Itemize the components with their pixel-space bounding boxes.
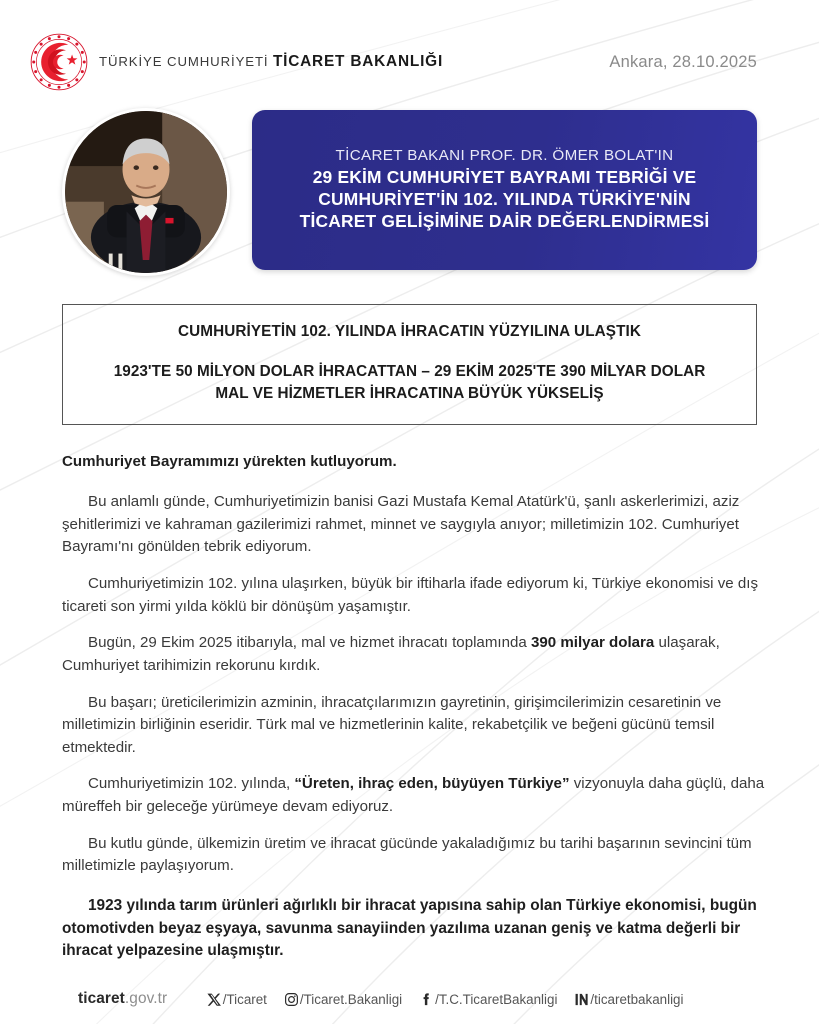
instagram-icon	[284, 992, 299, 1007]
social-link-x[interactable]	[207, 992, 267, 1007]
headline-sub	[85, 361, 734, 404]
brand-ministry-label: TİCARET BAKANLIĞI	[272, 53, 444, 71]
hero-section	[0, 96, 819, 282]
social-handle-linkedin: /ticaretbakanligi	[590, 991, 684, 1007]
title-banner	[252, 110, 757, 270]
minister-portrait-avatar	[62, 108, 230, 276]
p4-text-b: ulaşarak, Cumhuriyet tarihimizin rekorunu kırdık.	[62, 634, 720, 674]
body-copy	[62, 451, 765, 963]
social-link-facebook[interactable]	[419, 992, 557, 1007]
website-url-strong: ticaret	[78, 990, 125, 1007]
page-footer	[0, 990, 819, 1008]
headline-box	[62, 304, 757, 425]
paragraph-greeting: Cumhuriyet Bayramımızı yürekten kutluyorum.	[62, 453, 397, 471]
paragraph-celebration: Bu kutlu günde, ülkemizin üretim ve ihracat gücünde yakaladığımız bu tarihi başarının sevincini tüm milletimizle paylaşıyorum.	[62, 834, 752, 875]
paragraph-ataturk-tribute: Bu anlamlı günde, Cumhuriyetimizin banisi Gazi Mustafa Kemal Atatürk'ü, şanlı askerlerimizi, aziz şehitlerimizi ve kahraman gazilerimizi rahmet, minnet ve saygıyla anıyor; milletimizin 102. Cumhuriyet Bayramı'nı gönülden tebrik ediyorum.	[62, 493, 740, 556]
facebook-icon	[419, 992, 434, 1007]
banner-line-3: CUMHURİYET'İN 102. YILINDA TÜRKİYE'NİN	[318, 188, 691, 209]
paragraph-transformation: Cumhuriyetimizin 102. yılına ulaşırken, büyük bir iftiharla ifade ediyorum ki, Türkiye ekonomisi ve dış ticareti son yirmi yılda köklü bir dönüşüm yaşamıştır.	[62, 575, 758, 615]
social-handle-instagram: /Ticaret.Bakanligi	[299, 991, 403, 1007]
turkish-republic-emblem-icon	[30, 33, 88, 91]
p6-text-a: Cumhuriyetimizin 102. yılında,	[88, 775, 295, 793]
paragraph-export-diversity: 1923 yılında tarım ürünleri ağırlıklı bir ihracat yapısına sahip olan Türkiye ekonomisi, bugün otomotivden beyaz eşyaya, savunma sanayiinden yazılıma uzanan geniş ve katma değerli bir ihracat yelpazesine ulaşmıştır.	[62, 897, 757, 960]
social-links	[207, 992, 718, 1007]
p6-text-b: vizyonuyla daha güçlü, daha müreffeh bir geleceğe yürümeye devam ediyoruz.	[62, 775, 765, 816]
paragraph-export-record	[62, 632, 765, 677]
headline-sub-line-2: MAL VE HİZMETLER İHRACATINA BÜYÜK YÜKSELİŞ	[215, 384, 604, 402]
social-link-linkedin[interactable]	[574, 992, 683, 1007]
banner-line-1: TİCARET BAKANI PROF. DR. ÖMER BOLAT'IN	[335, 146, 674, 164]
page-header	[0, 0, 819, 96]
ministry-brand	[30, 33, 443, 91]
p4-text-a: Bugün, 29 Ekim 2025 itibarıyla, mal ve hizmet ihracatı toplamında	[88, 634, 531, 652]
social-handle-facebook: /T.C.TicaretBakanligi	[435, 991, 558, 1007]
banner-line-4: TİCARET GELİŞİMİNE DAİR DEĞERLENDİRMESİ	[299, 210, 710, 231]
headline-main: CUMHURİYETİN 102. YILINDA İHRACATIN YÜZYILINA ULAŞTIK	[177, 323, 642, 340]
dateline: Ankara, 28.10.2025	[609, 52, 757, 71]
linkedin-icon	[574, 992, 589, 1007]
paragraph-vision	[62, 773, 765, 818]
social-handle-x: /Ticaret	[222, 991, 267, 1007]
brand-country-label: TÜRKİYE CUMHURİYETİ	[99, 54, 269, 70]
website-url[interactable]	[78, 990, 167, 1008]
social-link-instagram[interactable]	[284, 992, 402, 1007]
p4-highlight: 390 milyar dolara	[530, 634, 655, 652]
website-url-rest: .gov.tr	[124, 990, 168, 1007]
headline-sub-line-1: 1923'TE 50 MİLYON DOLAR İHRACATTAN – 29 EKİM 2025'TE 390 MİLYAR DOLAR	[113, 363, 706, 380]
p6-highlight: “Üreten, ihraç eden, büyüyen Türkiye”	[294, 775, 570, 793]
paragraph-success-credit: Bu başarı; üreticilerimizin azminin, ihracatçılarımızın gayretinin, girişimcilerimizin cesaretinin ve milletimizin birliğinin eseridir. Türk mal ve hizmetlerinin kalite, rekabetçilik ve beğeni gücünü temsil etmektedir.	[62, 693, 722, 756]
x-twitter-icon	[207, 992, 222, 1007]
banner-line-2: 29 EKİM CUMHURİYET BAYRAMI TEBRİĞİ VE	[312, 166, 697, 187]
